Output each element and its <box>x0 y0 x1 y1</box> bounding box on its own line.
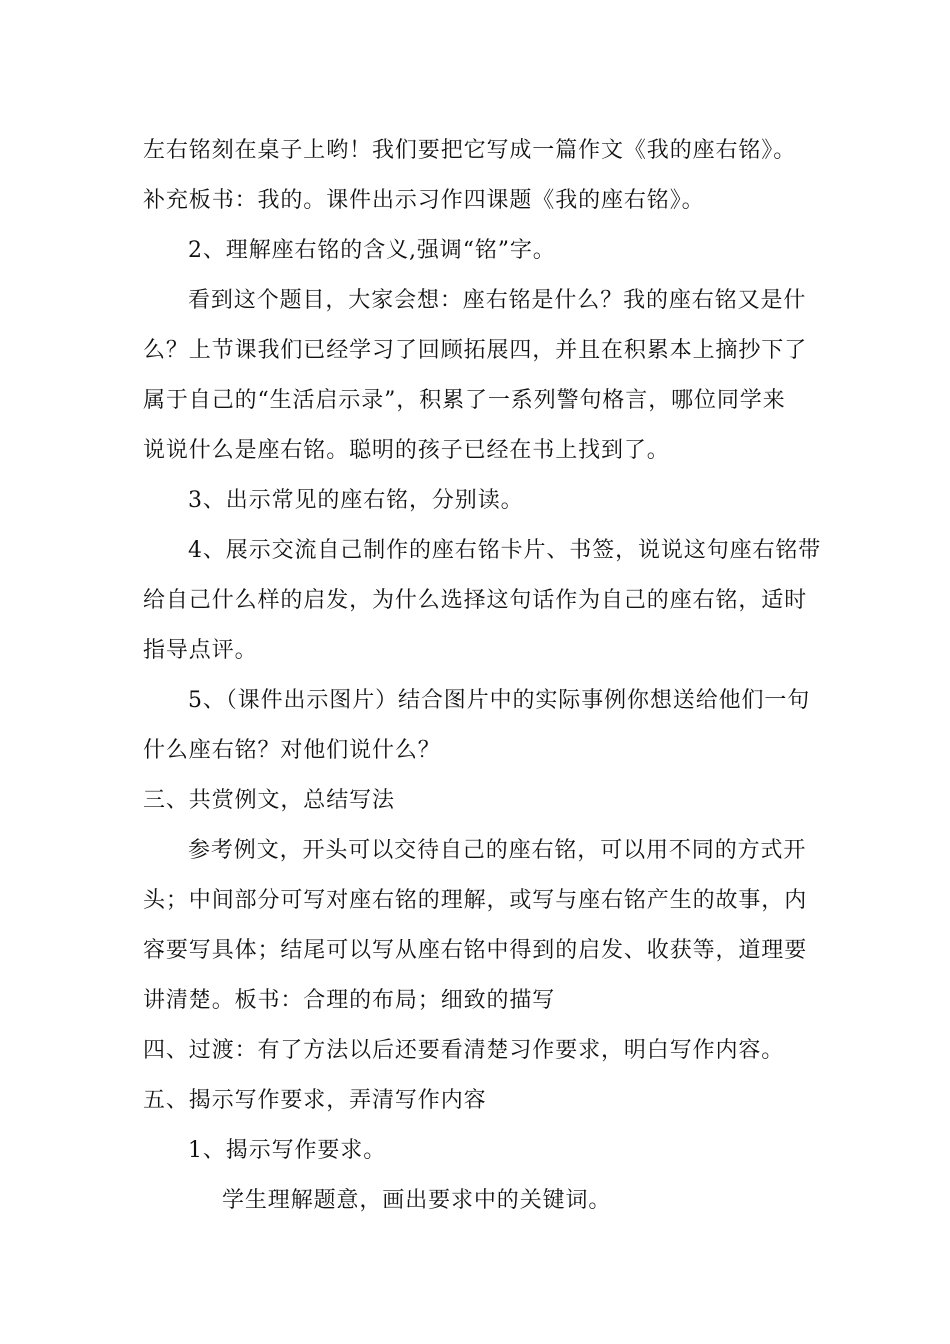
numbered-item: 5、（课件出示图片）结合图片中的实际事例你想送给他们一句 <box>188 688 811 713</box>
text-line: 么？上节课我们已经学习了回顾拓展四，并且在积累本上摘抄下了 <box>143 338 808 363</box>
paragraph-start: 看到这个题目，大家会想：座右铭是什么？我的座右铭又是什 <box>188 288 807 313</box>
text-line: 头；中间部分可写对座右铭的理解，或写与座右铭产生的故事，内 <box>143 888 808 913</box>
paragraph-start: 学生理解题意，画出要求中的关键词。 <box>222 1188 612 1213</box>
paragraph-start: 参考例文，开头可以交待自己的座右铭，可以用不同的方式开 <box>188 838 807 863</box>
text-line: 补充板书：我的。课件出示习作四课题《我的座右铭》。 <box>143 188 705 213</box>
text-line: 给自己什么样的启发，为什么选择这句话作为自己的座右铭，适时 <box>143 588 808 613</box>
text-line: 说说什么是座右铭。聪明的孩子已经在书上找到了。 <box>143 438 670 463</box>
numbered-item: 2、理解座右铭的含义,强调“铭”字。 <box>188 238 556 263</box>
numbered-item: 1、揭示写作要求。 <box>188 1138 387 1163</box>
section-heading: 四、过渡：有了方法以后还要看清楚习作要求，明白写作内容。 <box>143 1038 785 1063</box>
text-line: 讲清楚。板书：合理的布局；细致的描写 <box>143 988 556 1013</box>
numbered-item: 4、展示交流自己制作的座右铭卡片、书签，说说这句座右铭带 <box>188 538 822 563</box>
numbered-item: 3、出示常见的座右铭，分别读。 <box>188 488 524 513</box>
text-line: 容要写具体；结尾可以写从座右铭中得到的启发、收获等，道理要 <box>143 938 808 963</box>
text-line: 左右铭刻在桌子上哟！我们要把它写成一篇作文《我的座右铭》。 <box>143 138 797 163</box>
text-line: 指导点评。 <box>143 638 258 663</box>
text-line: 什么座右铭？对他们说什么？ <box>143 738 441 763</box>
section-heading: 五、揭示写作要求，弄清写作内容 <box>143 1088 487 1113</box>
section-heading: 三、共赏例文，总结写法 <box>143 788 395 813</box>
text-line: 属于自己的“生活启示录”，积累了一系列警句格言，哪位同学来 <box>143 388 786 413</box>
